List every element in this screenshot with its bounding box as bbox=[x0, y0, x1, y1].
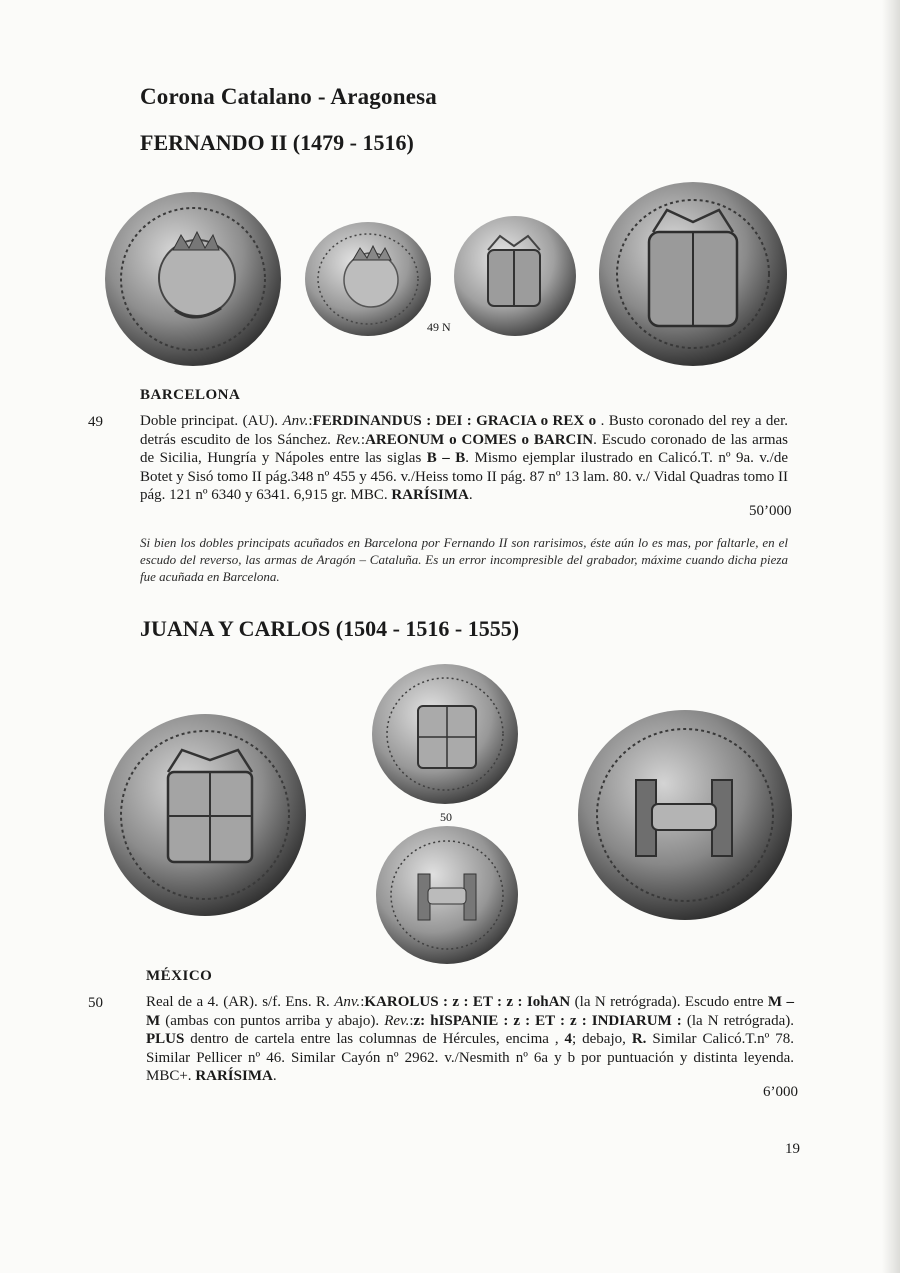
lot-49-note: Si bien los dobles principats acuñados en Barcelona por Fernando II son rarisimos, éste aún lo es mas, por faltarle, en el escudo del reverso, las armas de Aragón – Cataluña. Es un error incompresible del grabador, máxime cuando dicha pieza fue acuñada en Barcelona. bbox=[140, 535, 788, 584]
ruler-heading-fernando: FERNANDO II (1479 - 1516) bbox=[140, 130, 414, 155]
lot-number-49: 49 bbox=[88, 414, 103, 430]
lot-49-price: 50’000 bbox=[749, 503, 792, 519]
coin-50-label: 50 bbox=[440, 810, 452, 824]
coin-50-reverse-small bbox=[374, 824, 520, 966]
ruler-heading-juana-carlos: JUANA Y CARLOS (1504 - 1516 - 1555) bbox=[140, 616, 520, 641]
lot-49-description: Doble principat. (AU). Anv.:FERDINANDUS : DEI : GRACIA o REX o . Busto coronado del rey a der. detrás escudito de los Sánchez. Rev.:AREONUM o COMES o BARCIN. Escudo coronado de las armas de Sicilia, Hungría y Nápoles entre las siglas B – B. Mismo ejemplar ilustrado en Calicó.T. nº 9a. v./de Botet y Sisó tomo II pág.348 nº 455 y 456. v./Heiss tomo II pág. 87 nº 13 lam. 80. v./ Vidal Quadras tomo II pág. 121 nº 6340 y 6341. 6,915 gr. MBC. RARÍSIMA. bbox=[140, 413, 788, 504]
dynasty-heading: Corona Catalano - Aragonesa bbox=[140, 84, 437, 109]
mint-barcelona: BARCELONA bbox=[140, 387, 241, 403]
mint-mexico: MÉXICO bbox=[146, 968, 213, 984]
page-edge bbox=[882, 0, 900, 1273]
coin-49-obverse bbox=[103, 190, 283, 368]
coin-50-obverse-large bbox=[102, 712, 308, 918]
coin-50-obverse-small bbox=[370, 662, 520, 806]
coin-50-reverse-large bbox=[576, 708, 794, 922]
coin-49-label: 49 N bbox=[427, 320, 451, 334]
lot-50-price: 6’000 bbox=[763, 1084, 798, 1100]
lot-number-50: 50 bbox=[88, 995, 103, 1011]
lot-50-description: Real de a 4. (AR). s/f. Ens. R. Anv.:KAROLUS : z : ET : z : IohAN (la N retrógrada). Escudo entre M – M (ambas con puntos arriba y abajo). Rev.:z: hISPANIE : z : ET : z : INDIARUM : (la N retrógrada). PLUS dentro de cartela entre las columnas de Hércules, encima , 4; debajo, R. Similar Calicó.T.nº 78. Similar Pellicer nº 46. Similar Cayón nº 2962. v./Nesmith nº 6a y b por puntuación y distinta leyenda. MBC+. RARÍSIMA. bbox=[146, 994, 794, 1085]
page-number: 19 bbox=[785, 1141, 800, 1157]
coin-49-small-obverse bbox=[303, 220, 433, 338]
coin-49-reverse bbox=[597, 180, 789, 368]
coin-49-small-reverse bbox=[452, 214, 578, 338]
